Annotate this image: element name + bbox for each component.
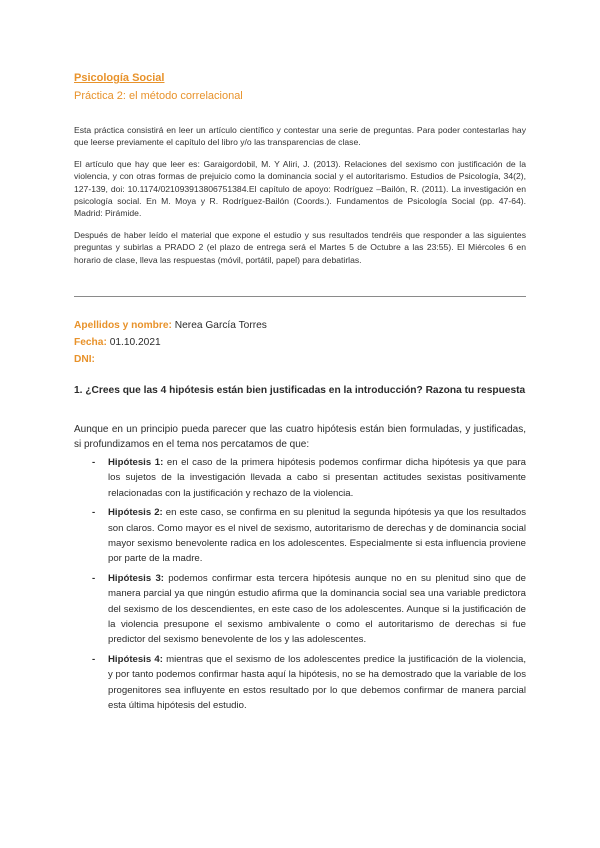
date-label: Fecha: [74,337,107,348]
dni-label: DNI: [74,354,95,365]
hypothesis-text: mientras que el sexismo de los adolescentes predice la justificación de la violencia, y por tanto podemos confirmar hasta aquí la hipótesis, no se ha demostrado que la variable de los progenitores sea influyente en estos resultado por lo que debemos confirmar de manera parcial esta última hipótesis del estudio. [108,653,526,712]
instructions [74,124,526,275]
instructions-paragraph-2: El artículo que hay que leer es: Garaigordobil, M. Y Aliri, J. (2013). Relaciones del sexismo con justificación de la violencia, y con otras formas de prejuicio como la dominancia social y el autoritarismo. Estudios de Psicología, 34(2), 127-139, doi: 10.1174/021093913806751384.El capítulo de apoyo: Rodríguez –Bailón, R. (2011). La investigación en psicología social. En M. Moya y R. Rodríguez-Bailón (Coords.). Fundamentos de Psicología Social (pp. 47-64). Madrid: Pirámide. [74,158,526,219]
course-title[interactable]: Psicología Social [74,72,165,84]
date-row [74,334,526,351]
bullet-dash: - [92,653,96,665]
hypotheses-list [92,455,526,718]
hypothesis-name: Hipótesis 1: [108,457,164,468]
hypothesis-item-2 [92,505,526,567]
horizontal-divider [74,296,526,297]
instructions-paragraph-3: Después de haber leído el material que expone el estudio y sus resultados tendréis que responder a las siguientes preguntas y subirlas a PRADO 2 (el plazo de entrega será el Martes 5 de Octubre a las 23:55). El Miércoles 6 en horario de clase, lleva las respuestas (móvil, portátil, papel) para debatirlas. [74,229,526,265]
question-1-title: 1. ¿Crees que las 4 hipótesis están bien justificadas en la introducción? Razona tu respuesta [74,385,526,396]
answer-intro: Aunque en un principio pueda parecer que las cuatro hipótesis están bien formuladas, y justificadas, si profundizamos en el tema nos percatamos de que: [74,424,526,450]
bullet-dash: - [92,457,96,468]
hypothesis-name: Hipótesis 4: [108,653,163,665]
hypothesis-item-4 [92,652,526,714]
student-info [74,317,526,368]
hypothesis-text: podemos confirmar esta tercera hipótesis aunque no en su plenitud sino que de manera parcial ya que ningún estudio afirma que la dominancia social sea una variable predictora del sexismo de los descendientes, en este caso de los adolescentes. Aunque si la justificación de la violencia presupone el sexismo ambivalente o como el autoritarismo de derechas si fue predictor del sexismo benevolente de los y las adolescentes. [108,572,526,646]
dni-row [74,351,526,368]
name-label: Apellidos y nombre: [74,320,172,331]
hypothesis-text: en el caso de la primera hipótesis podemos confirmar dicha hipótesis ya que para los sujetos de la investigación llevada a cabo si presentan actitudes sexistas positivamente relacionadas con la justificación y rechazo de la violencia. [108,457,526,499]
hypothesis-text: en este caso, se confirma en su plenitud la segunda hipótesis ya que los resultados son claros. Como mayor es el nivel de sexismo, autoritarismo de derechas y de dominancia social mayor sexismo benevolente radica en los adolescentes. Especialmente si esta influencia proviene por parte de la madre. [108,507,526,565]
bullet-dash: - [92,507,96,519]
name-value: Nerea García Torres [174,320,267,331]
name-row [74,317,526,334]
instructions-paragraph-1: Esta práctica consistirá en leer un artículo científico y contestar una serie de preguntas. Para poder contestarlas hay que leerse previamente el capítulo del libro y/o las transparencias de clase. [74,125,526,148]
date-value: 01.10.2021 [109,337,161,348]
hypothesis-item-3 [92,571,526,648]
bullet-dash: - [92,572,96,584]
hypothesis-item-1 [92,455,526,501]
hypothesis-name: Hipótesis 3: [108,572,164,584]
hypothesis-name: Hipótesis 2: [108,507,163,519]
practice-title: Práctica 2: el método correlacional [74,90,243,102]
document-header [74,72,534,102]
